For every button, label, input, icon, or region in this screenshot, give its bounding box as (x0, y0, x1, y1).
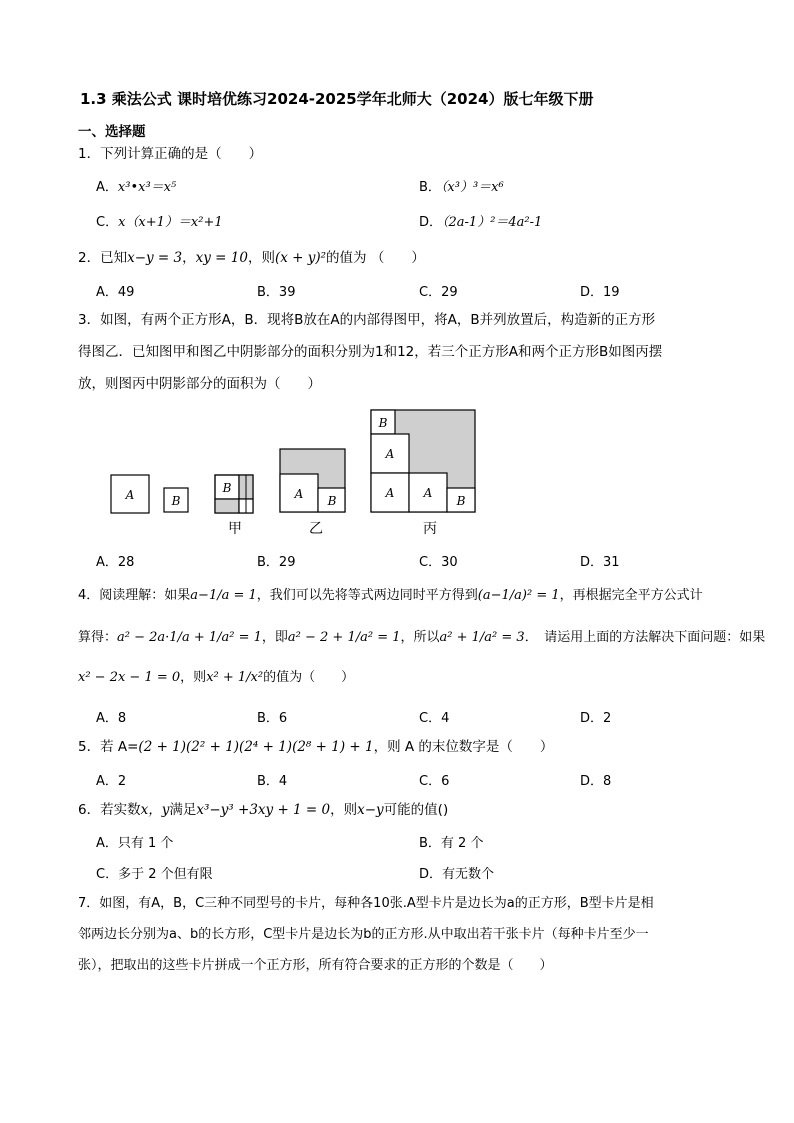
yi-label-a: A (294, 487, 304, 501)
q6-expr: x−y (357, 802, 384, 818)
q5-option-b: B．4 (257, 774, 288, 789)
bing-label-a2: A (385, 486, 395, 500)
question-5: 5．若 A=(2 + 1)(2² + 1)(2⁴ + 1)(2⁸ + 1) + 1，则 A 的末位数字是（ ） (78, 739, 554, 755)
q4-eq1: a−1/a = 1 (190, 588, 257, 603)
bing-label-a3: A (423, 486, 433, 500)
q3-option-c: C．30 (419, 555, 458, 570)
q3-figure (100, 400, 490, 540)
question-2: 2．已知x−y = 3，xy = 10，则(x + y)²的值为 （ ） (78, 250, 425, 266)
q2-eq1: x−y = 3 (127, 250, 183, 266)
q3-option-a: A．28 (96, 555, 135, 570)
question-4: 4．阅读理解：如果a−1/a = 1，我们可以先将等式两边同时平方得到(a−1/a)² = 1，再根据完全平方公式计 (78, 588, 703, 603)
q2-option-a: A．49 (96, 285, 135, 300)
caption-bing: 丙 (423, 521, 437, 537)
label-b: B (171, 494, 181, 508)
bing-label-a1: A (385, 447, 395, 461)
q6-option-d: D．有无数个 (419, 867, 495, 882)
q3-line2: 得图乙．已知图甲和图乙中阴影部分的面积分别为1和12，若三个正方形A和两个正方形B如图丙摆 (78, 344, 663, 360)
q1-number: 1． (78, 146, 101, 162)
q4-eq4: a² − 2 + 1/a² = 1 (287, 630, 401, 645)
q5-option-d: D．8 (580, 774, 612, 789)
q1-option-b: B．（x³）³＝x⁶ (419, 180, 504, 195)
question-1 (78, 144, 262, 164)
q4-line3: x² − 2x − 1 = 0，则x² + 1/x²的值为（ ） (78, 670, 355, 685)
q7-line2: 邻两边长分别为a、b的长方形，C型卡片是边长为b的正方形.从中取出若干张卡片（每种卡片至少一 (78, 927, 649, 942)
q4-option-a: A．8 (96, 711, 127, 726)
q2-option-c: C．29 (419, 285, 458, 300)
q1-stem: 下列计算正确的是（ ） (100, 146, 263, 162)
q6-option-b: B．有 2 个 (419, 836, 484, 851)
bing-label-b2: B (456, 494, 466, 508)
q2-expr: (x + y)² (274, 250, 327, 266)
label-a: A (125, 488, 135, 502)
q4-eq7: x² + 1/x² (206, 670, 264, 685)
q1-option-d: D．（2a-1）²＝4a²-1 (419, 215, 543, 230)
caption-jia: 甲 (228, 521, 242, 537)
q5-expr: =(2 + 1)(2² + 1)(2⁴ + 1)(2⁸ + 1) + 1 (127, 739, 374, 755)
q2-option-d: D．19 (580, 285, 620, 300)
q3-option-d: D．31 (580, 555, 620, 570)
q3-option-b: B．29 (257, 555, 296, 570)
q4-eq5: a² + 1/a² = 3 (439, 630, 525, 645)
q2-eq2: xy = 10 (195, 250, 248, 266)
q4-option-b: B．6 (257, 711, 288, 726)
q4-line2: 算得：a² − 2a·1/a + 1/a² = 1，即a² − 2 + 1/a² = 1，所以a² + 1/a² = 3． 请运用上面的方法解决下面问题：如果 (78, 630, 766, 645)
q7-line3: 张），把取出的这些卡片拼成一个正方形，所有符合要求的正方形的个数是（ ） (78, 958, 553, 973)
q6-option-a: A．只有 1 个 (96, 836, 174, 851)
q1-option-a: A．x³•x³＝x⁵ (96, 180, 177, 195)
page-title: 1.3 乘法公式 课时培优练习2024-2025学年北师大（2024）版七年级下册 (80, 90, 594, 108)
q4-eq3: a² − 2a·1/a + 1/a² = 1 (117, 630, 262, 645)
jia-shade-2 (215, 499, 239, 513)
q4-eq2: (a−1/a)² = 1 (477, 588, 560, 603)
question-6: 6．若实数x，y满足x³−y³ +3xy + 1 = 0，则x−y可能的值() (78, 802, 449, 818)
q4-option-c: C．4 (419, 711, 450, 726)
q4-option-d: D．2 (580, 711, 612, 726)
yi-label-b: B (327, 494, 337, 508)
caption-yi: 乙 (309, 521, 323, 537)
jia-label-b: B (222, 481, 232, 495)
q1-option-c: C．x（x+1）＝x²+1 (96, 215, 223, 230)
section-heading: 一、选择题 (78, 124, 146, 140)
question-3: 3．如图，有两个正方形A，B．现将B放在A的内部得图甲，将A，B并列放置后，构造新的正方形 (78, 312, 656, 328)
question-7: 7．如图，有A，B，C三种不同型号的卡片，每种各10张.A型卡片是边长为a的正方形，B型卡片是相 (78, 896, 654, 911)
q6-vars: x，y (140, 802, 170, 818)
q3-line3: 放，则图丙中阴影部分的面积为（ ） (78, 376, 321, 392)
q6-option-c: C．多于 2 个但有限 (96, 867, 213, 882)
q6-eq: x³−y³ +3xy + 1 = 0 (196, 802, 331, 818)
q5-option-a: A．2 (96, 774, 127, 789)
bing-label-b1: B (378, 416, 388, 430)
q5-option-c: C．6 (419, 774, 450, 789)
q4-eq6: x² − 2x − 1 = 0 (78, 670, 181, 685)
q2-option-b: B．39 (257, 285, 296, 300)
